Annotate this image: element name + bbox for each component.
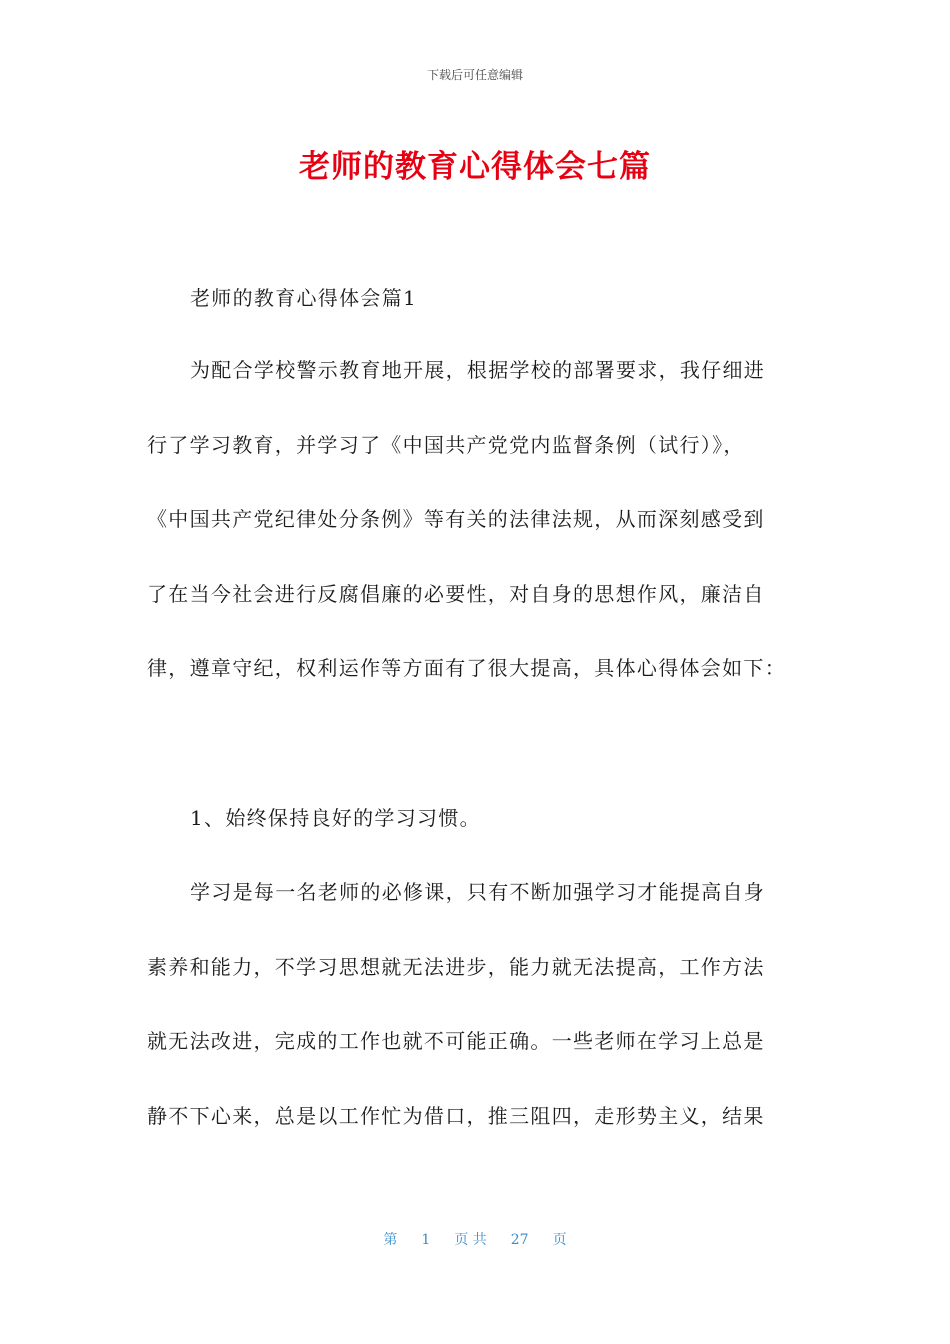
footer-page-number: 1	[421, 1232, 431, 1248]
paragraph-line: 学习是每一名老师的必修课，只有不断加强学习才能提高自身	[190, 880, 766, 904]
point-heading: 1、始终保持良好的学习习惯。	[190, 806, 481, 830]
page-header-note: 下载后可任意编辑	[426, 68, 523, 82]
paragraph-line: 行了学习教育，并学习了《中国共产党党内监督条例（试行）》，	[147, 433, 745, 457]
paragraph-line: 就无法改进，完成的工作也就不可能正确。一些老师在学习上总是	[147, 1029, 765, 1053]
footer-total-pages: 27	[510, 1232, 529, 1248]
paragraph-line: 静不下心来，总是以工作忙为借口，推三阻四，走形势主义，结果	[147, 1104, 765, 1128]
page-footer	[0, 1229, 950, 1249]
document-title: 老师的教育心得体会七篇	[299, 149, 651, 185]
footer-di: 第	[383, 1232, 398, 1248]
footer-ye-gong: 页 共	[454, 1232, 487, 1248]
paragraph-line: 为配合学校警示教育地开展，根据学校的部署要求，我仔细进	[190, 358, 766, 382]
section-heading: 老师的教育心得体会篇1	[190, 286, 418, 310]
paragraph-line: 律，遵章守纪，权利运作等方面有了很大提高，具体心得体会如下：	[147, 656, 786, 680]
paragraph-line: 了在当今社会进行反腐倡廉的必要性，对自身的思想作风，廉洁自	[147, 582, 765, 606]
paragraph-line: 素养和能力，不学习思想就无法进步，能力就无法提高，工作方法	[147, 955, 765, 979]
paragraph-line: 《中国共产党纪律处分条例》等有关的法律法规，从而深刻感受到	[147, 507, 765, 531]
footer-ye: 页	[552, 1232, 567, 1248]
